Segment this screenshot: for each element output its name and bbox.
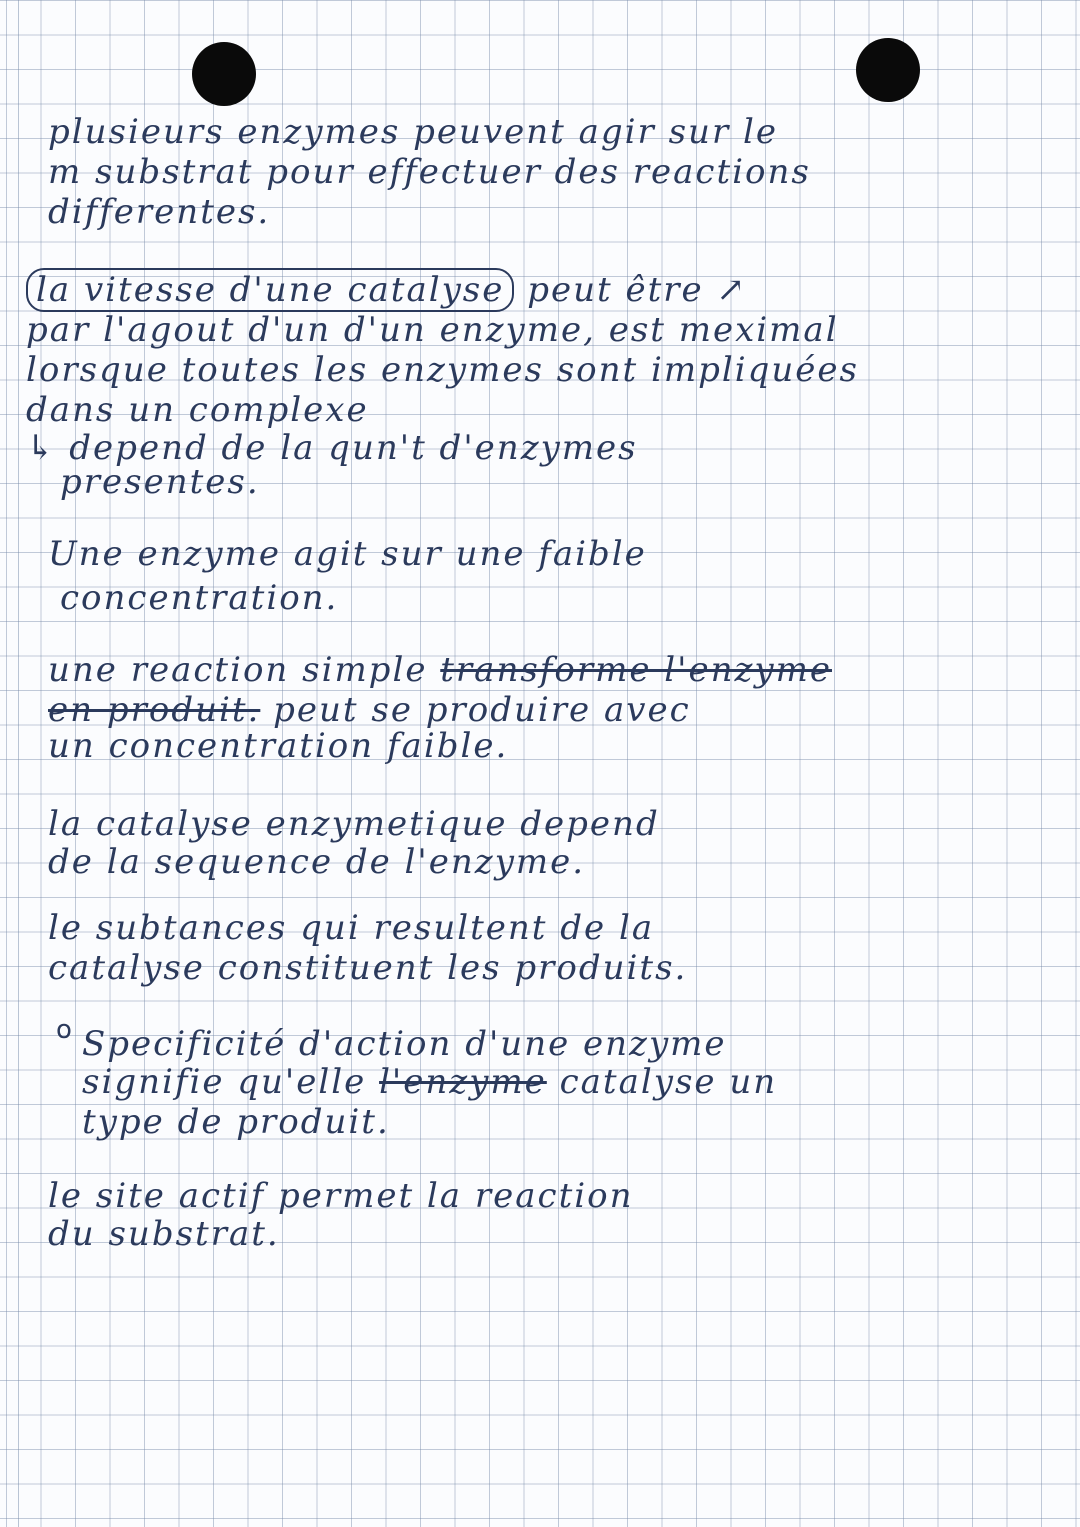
note-line: Une enzyme agit sur une faible [48,534,647,574]
struck-text: l'enzyme [379,1062,547,1102]
note-text: peut être ↗ [527,270,747,310]
bullet: o [56,1015,72,1045]
note-line: presentes. [60,462,260,502]
note-line: le subtances qui resultent de la [48,908,655,948]
note-text: peut se produire avec [273,690,691,730]
boxed-heading: la vitesse d'une catalyse [26,268,514,312]
note-line: lorsque toutes les enzymes sont impliquées [26,350,859,390]
note-text: une reaction simple [48,650,428,690]
note-line: la catalyse enzymetique depend [48,804,660,844]
punch-hole-right [856,38,920,102]
struck-text: transforme l'enzyme [440,650,832,690]
note-line [48,690,691,730]
margin-line [18,0,19,1527]
note-line: dans un complexe [26,390,369,430]
note-line: le site actif permet la reaction [48,1176,634,1216]
note-line: du substrat. [48,1214,280,1254]
note-text: catalyse un [559,1062,778,1102]
note-text: signifie qu'elle [82,1062,367,1102]
note-line: type de produit. [82,1102,390,1142]
note-line [26,270,747,310]
note-line: concentration. [60,578,339,618]
note-line: ↳ depend de la qun't d'enzymes [26,428,638,468]
note-line: un concentration faible. [48,726,509,766]
note-line: plusieurs enzymes peuvent agir sur le [48,112,778,152]
note-line: m substrat pour effectuer des reactions [48,152,811,192]
note-line: par l'agout d'un d'un enzyme, est meximal [26,310,839,350]
struck-text: en produit. [48,690,261,730]
note-line: Specificité d'action d'une enzyme [82,1024,727,1064]
punch-hole-left [192,42,256,106]
note-line: differentes. [48,192,271,232]
note-line: catalyse constituent les produits. [48,948,688,988]
note-line [48,650,832,690]
note-line: de la sequence de l'enzyme. [48,842,586,882]
note-line [82,1062,777,1102]
